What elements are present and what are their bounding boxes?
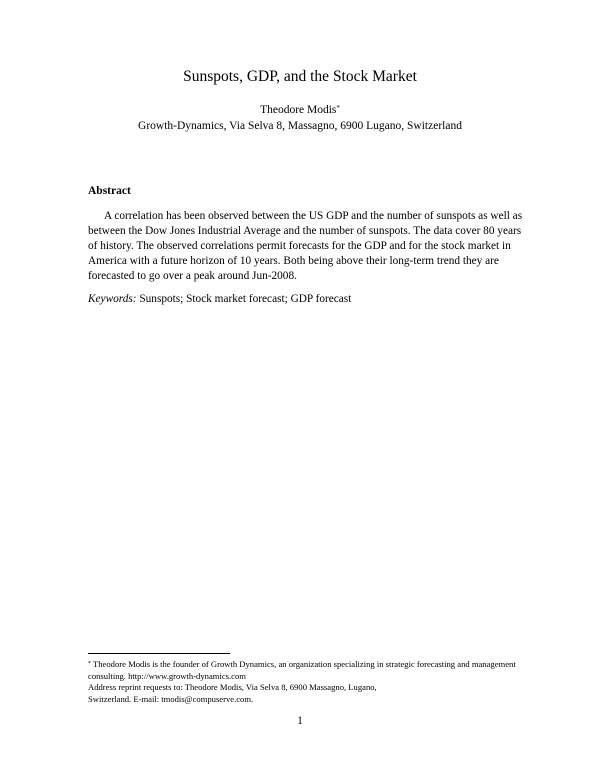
footnote-line-2: Address reprint requests to: Theodore Modis, Via Selva 8, 6900 Massagno, Lugano, — [88, 682, 377, 693]
abstract-body — [88, 209, 526, 284]
footnote-line-3: Switzerland. E-mail: tmodis@compuserve.com. — [88, 693, 254, 704]
keywords-label: Keywords: — [88, 293, 137, 305]
footnote-divider — [88, 653, 230, 654]
abstract-heading: Abstract — [88, 185, 131, 197]
abstract-paragraph: A correlation has been observed between the US GDP and the number of sunspots as well as between the Dow Jones Industrial Average and the number of sunspots. The data cover 80 years of history. The observed correlations permit forecasts for the GDP and for the stock market in America with a future horizon of 10 years. Both being above their long-term trend they are forecasted to go over a peak around Jun-2008. — [88, 210, 523, 282]
author-line — [0, 103, 600, 117]
author-footnote-mark: * — [336, 104, 340, 112]
footnote-text-1: Theodore Modis is the founder of Growth Dynamics, an organization specializing in strategic forecasting and management consulting. http://www.growth-dynamics.com — [88, 659, 516, 681]
author-name: Theodore Modis — [260, 104, 337, 116]
keywords-line — [88, 292, 351, 306]
footnote — [88, 659, 528, 705]
page-number: 1 — [297, 715, 303, 727]
footnote-mark: * — [88, 661, 91, 667]
paper-title: Sunspots, GDP, and the Stock Market — [183, 68, 417, 85]
author-affiliation: Growth-Dynamics, Via Selva 8, Massagno, 6900 Lugano, Switzerland — [138, 120, 462, 132]
keywords-value: Sunspots; Stock market forecast; GDP forecast — [139, 293, 352, 305]
footnote-line-1 — [88, 659, 528, 682]
